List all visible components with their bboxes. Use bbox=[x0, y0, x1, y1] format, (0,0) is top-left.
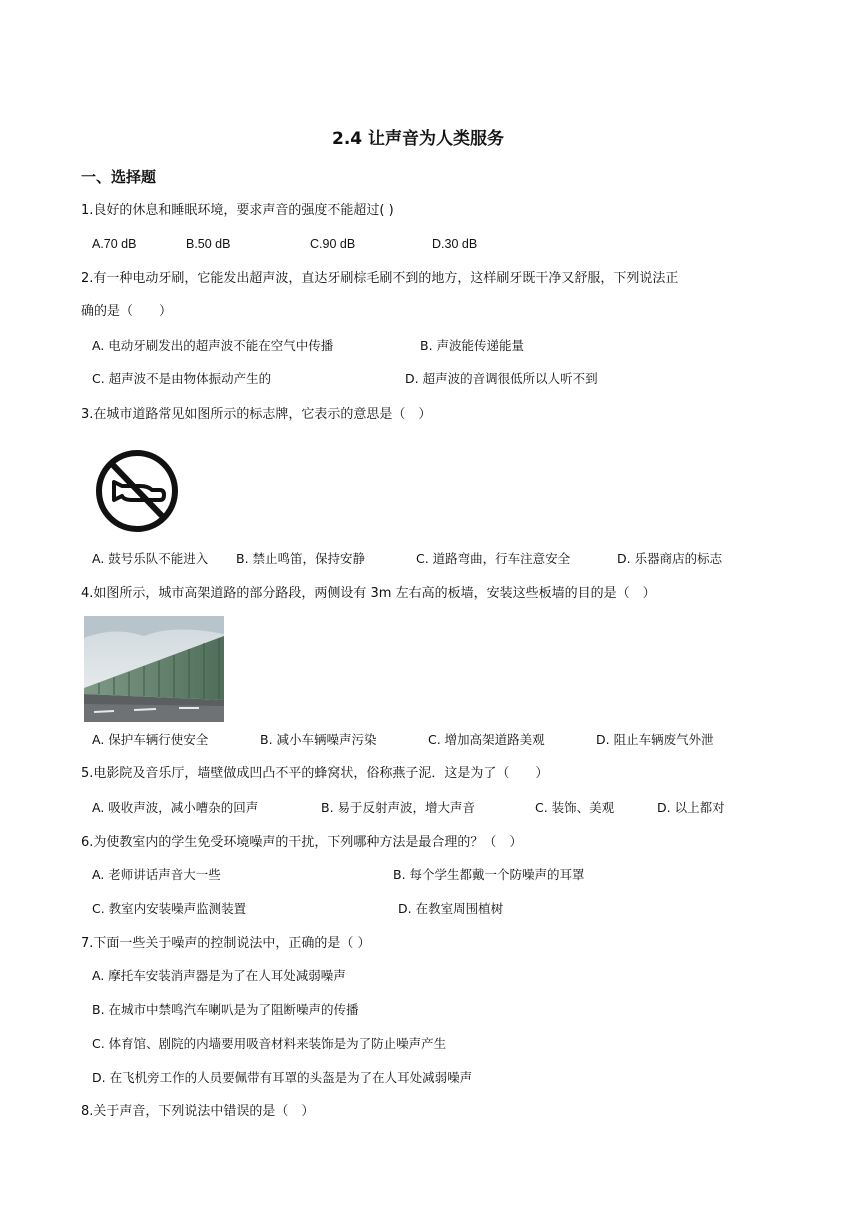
question-1-option-c: C.90 dB bbox=[310, 237, 356, 251]
question-6-option-b: B. 每个学生都戴一个防噪声的耳罩 bbox=[393, 867, 585, 882]
question-3-option-b: B. 禁止鸣笛，保持安静 bbox=[236, 551, 366, 566]
question-7-option-b: B. 在城市中禁鸣汽车喇叭是为了阻断噪声的传播 bbox=[92, 1002, 359, 1017]
question-3-stem: 3.在城市道路常见如图所示的标志牌，它表示的意思是（ ） bbox=[81, 407, 432, 422]
question-1-option-d: D.30 dB bbox=[432, 237, 478, 251]
question-2-stem-line2: 确的是（ ） bbox=[81, 304, 173, 319]
question-3-option-d: D. 乐器商店的标志 bbox=[617, 551, 723, 566]
question-3-option-c: C. 道路弯曲，行车注意安全 bbox=[416, 551, 571, 566]
question-5-option-d: D. 以上都对 bbox=[657, 800, 725, 815]
question-7-option-a: A. 摩托车安装消声器是为了在人耳处减弱噪声 bbox=[92, 968, 346, 983]
question-6-stem: 6.为使教室内的学生免受环境噪声的干扰，下列哪种方法是最合理的？（ ） bbox=[81, 835, 523, 850]
question-3-option-a: A. 鼓号乐队不能进入 bbox=[92, 551, 209, 566]
question-7-option-d: D. 在飞机旁工作的人员要佩带有耳罩的头盔是为了在人耳处减弱噪声 bbox=[92, 1070, 473, 1085]
question-2-option-d: D. 超声波的音调很低所以人听不到 bbox=[405, 371, 598, 386]
question-5-option-b: B. 易于反射声波，增大声音 bbox=[321, 800, 476, 815]
question-1-option-a: A.70 dB bbox=[92, 237, 137, 251]
question-1-option-b: B.50 dB bbox=[186, 237, 231, 251]
question-6-option-d: D. 在教室周围植树 bbox=[398, 901, 504, 916]
question-4-option-d: D. 阻止车辆废气外泄 bbox=[596, 732, 714, 747]
question-6-option-c: C. 教室内安装噪声监测装置 bbox=[92, 901, 247, 916]
no-honking-sign-icon bbox=[92, 446, 182, 536]
question-7-stem: 7.下面一些关于噪声的控制说法中，正确的是（ ） bbox=[81, 936, 371, 951]
question-2-option-c: C. 超声波不是由物体振动产生的 bbox=[92, 371, 272, 386]
question-2-option-b: B. 声波能传递能量 bbox=[420, 338, 525, 353]
question-5-option-c: C. 装饰、美观 bbox=[535, 800, 615, 815]
question-1-stem: 1.良好的休息和睡眠环境，要求声音的强度不能超过( ) bbox=[81, 203, 394, 218]
question-6-option-a: A. 老师讲话声音大一些 bbox=[92, 867, 221, 882]
elevated-road-noise-barrier-photo bbox=[84, 616, 224, 722]
section-heading: 一、选择题 bbox=[81, 168, 157, 186]
page-title: 2.4 让声音为人类服务 bbox=[332, 129, 505, 149]
question-4-stem: 4.如图所示，城市高架道路的部分路段，两侧设有 3m 左右高的板墙，安装这些板墙的目的是（ ） bbox=[81, 586, 656, 601]
question-8-stem: 8.关于声音，下列说法中错误的是（ ） bbox=[81, 1104, 315, 1119]
question-2-option-a: A. 电动牙刷发出的超声波不能在空气中传播 bbox=[92, 338, 334, 353]
question-2-stem-line1: 2.有一种电动牙刷，它能发出超声波，直达牙刷棕毛刷不到的地方，这样刷牙既干净又舒服，下列说法正 bbox=[81, 271, 679, 286]
question-5-stem: 5.电影院及音乐厅，墙壁做成凹凸不平的蜂窝状，俗称燕子泥．这是为了（ ） bbox=[81, 766, 549, 781]
question-7-option-c: C. 体育馆、剧院的内墙要用吸音材料来装饰是为了防止噪声产生 bbox=[92, 1036, 447, 1051]
question-5-option-a: A. 吸收声波，减小嘈杂的回声 bbox=[92, 800, 259, 815]
question-4-option-a: A. 保护车辆行使安全 bbox=[92, 732, 209, 747]
question-4-option-b: B. 减小车辆噪声污染 bbox=[260, 732, 377, 747]
question-4-option-c: C. 增加高架道路美观 bbox=[428, 732, 545, 747]
